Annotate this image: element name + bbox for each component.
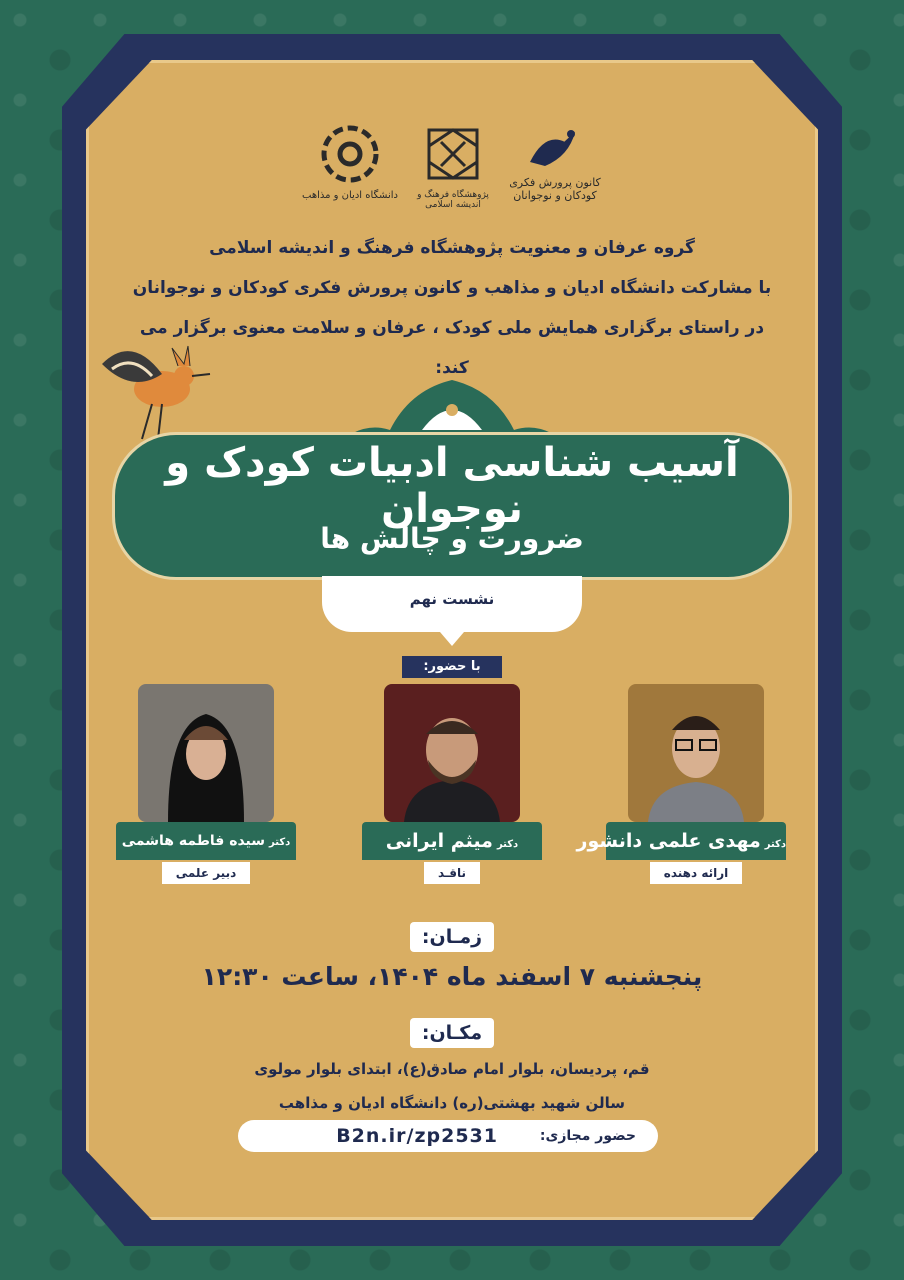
pajuheshgah-logo-text: پژوهشگاه فرهنگ و اندیشه اسلامی bbox=[417, 190, 489, 210]
presence-label: با حضور: bbox=[402, 656, 502, 678]
daneshgah-logo bbox=[300, 122, 400, 201]
avatar-icon bbox=[628, 684, 764, 822]
speaker-prefix: دکتر bbox=[764, 839, 786, 850]
online-attendance bbox=[238, 1120, 658, 1152]
speaker-prefix: دکتر bbox=[496, 839, 519, 850]
time-label: زمـان: bbox=[410, 922, 494, 952]
event-datetime: پنجشنبه ۷ اسفند ماه ۱۴۰۴، ساعت ۱۲:۳۰ bbox=[201, 962, 703, 991]
speaker-role: دبیر علمی bbox=[162, 862, 251, 884]
speaker-name: میثم ایرانی bbox=[385, 830, 493, 852]
online-link[interactable]: B2n.ir/zp2531 bbox=[336, 1125, 498, 1147]
speaker-card bbox=[116, 684, 296, 884]
avatar-icon bbox=[138, 684, 274, 822]
intro-line-1: گروه عرفان و معنویت پژوهشگاه فرهنگ و اندیشه اسلامی bbox=[209, 238, 695, 258]
place-line-1: قم، پردیسان، بلوار امام صادق(ع)، ابتدای بلوار مولوی bbox=[254, 1060, 650, 1078]
speaker-name: سیده فاطمه هاشمی bbox=[121, 833, 266, 849]
speaker-name-bar bbox=[576, 822, 786, 860]
place-label: مکـان: bbox=[410, 1018, 494, 1048]
intro-line-3: در راستای برگزاری همایش ملی کودک ، عرفان و سلامت معنوی برگزار می کند: bbox=[139, 318, 765, 378]
speaker-role: ارائه دهنده bbox=[650, 862, 743, 884]
place-line-2: سالن شهید بهشتی(ره) دانشگاه ادیان و مذاهب bbox=[278, 1094, 626, 1112]
kanoon-bird-icon bbox=[525, 122, 585, 172]
avatar-icon bbox=[384, 684, 520, 822]
speaker-card bbox=[362, 684, 542, 884]
pajuheshgah-logo bbox=[408, 122, 498, 210]
kanoon-logo-line1: کانون پرورش فکری bbox=[509, 176, 601, 189]
event-subtitle: ضرورت و چالش ها bbox=[320, 522, 584, 555]
logo-row bbox=[300, 122, 600, 222]
speaker-role: ناقـد bbox=[424, 862, 480, 884]
intro-text bbox=[130, 228, 774, 388]
speaker-name-bar bbox=[362, 822, 542, 860]
knot-emblem-icon bbox=[421, 122, 485, 186]
kanoon-logo bbox=[500, 122, 610, 202]
speaker-photo bbox=[628, 684, 764, 822]
kanoon-logo-line2: کودکان و نوجوانان bbox=[513, 189, 597, 202]
speaker-card bbox=[576, 684, 786, 884]
star-emblem-icon bbox=[318, 122, 382, 186]
online-label: حضور مجازی: bbox=[539, 1128, 636, 1144]
intro-line-2: با مشارکت دانشگاه ادیان و مذاهب و کانون پرورش فکری کودکان و نوجوانان bbox=[132, 278, 772, 298]
hoopoe-bird-icon bbox=[92, 334, 212, 444]
daneshgah-logo-text: دانشگاه ادیان و مذاهب bbox=[302, 190, 398, 201]
speaker-photo bbox=[138, 684, 274, 822]
speaker-name-bar bbox=[116, 822, 296, 860]
speaker-prefix: دکتر bbox=[269, 837, 291, 848]
event-title: آسیب شناسی ادبیات کودک و نوجوان bbox=[165, 440, 739, 532]
speaker-name: مهدی علمی دانشور bbox=[576, 830, 761, 852]
session-number: نشست نهم bbox=[409, 590, 495, 608]
speaker-photo bbox=[384, 684, 520, 822]
